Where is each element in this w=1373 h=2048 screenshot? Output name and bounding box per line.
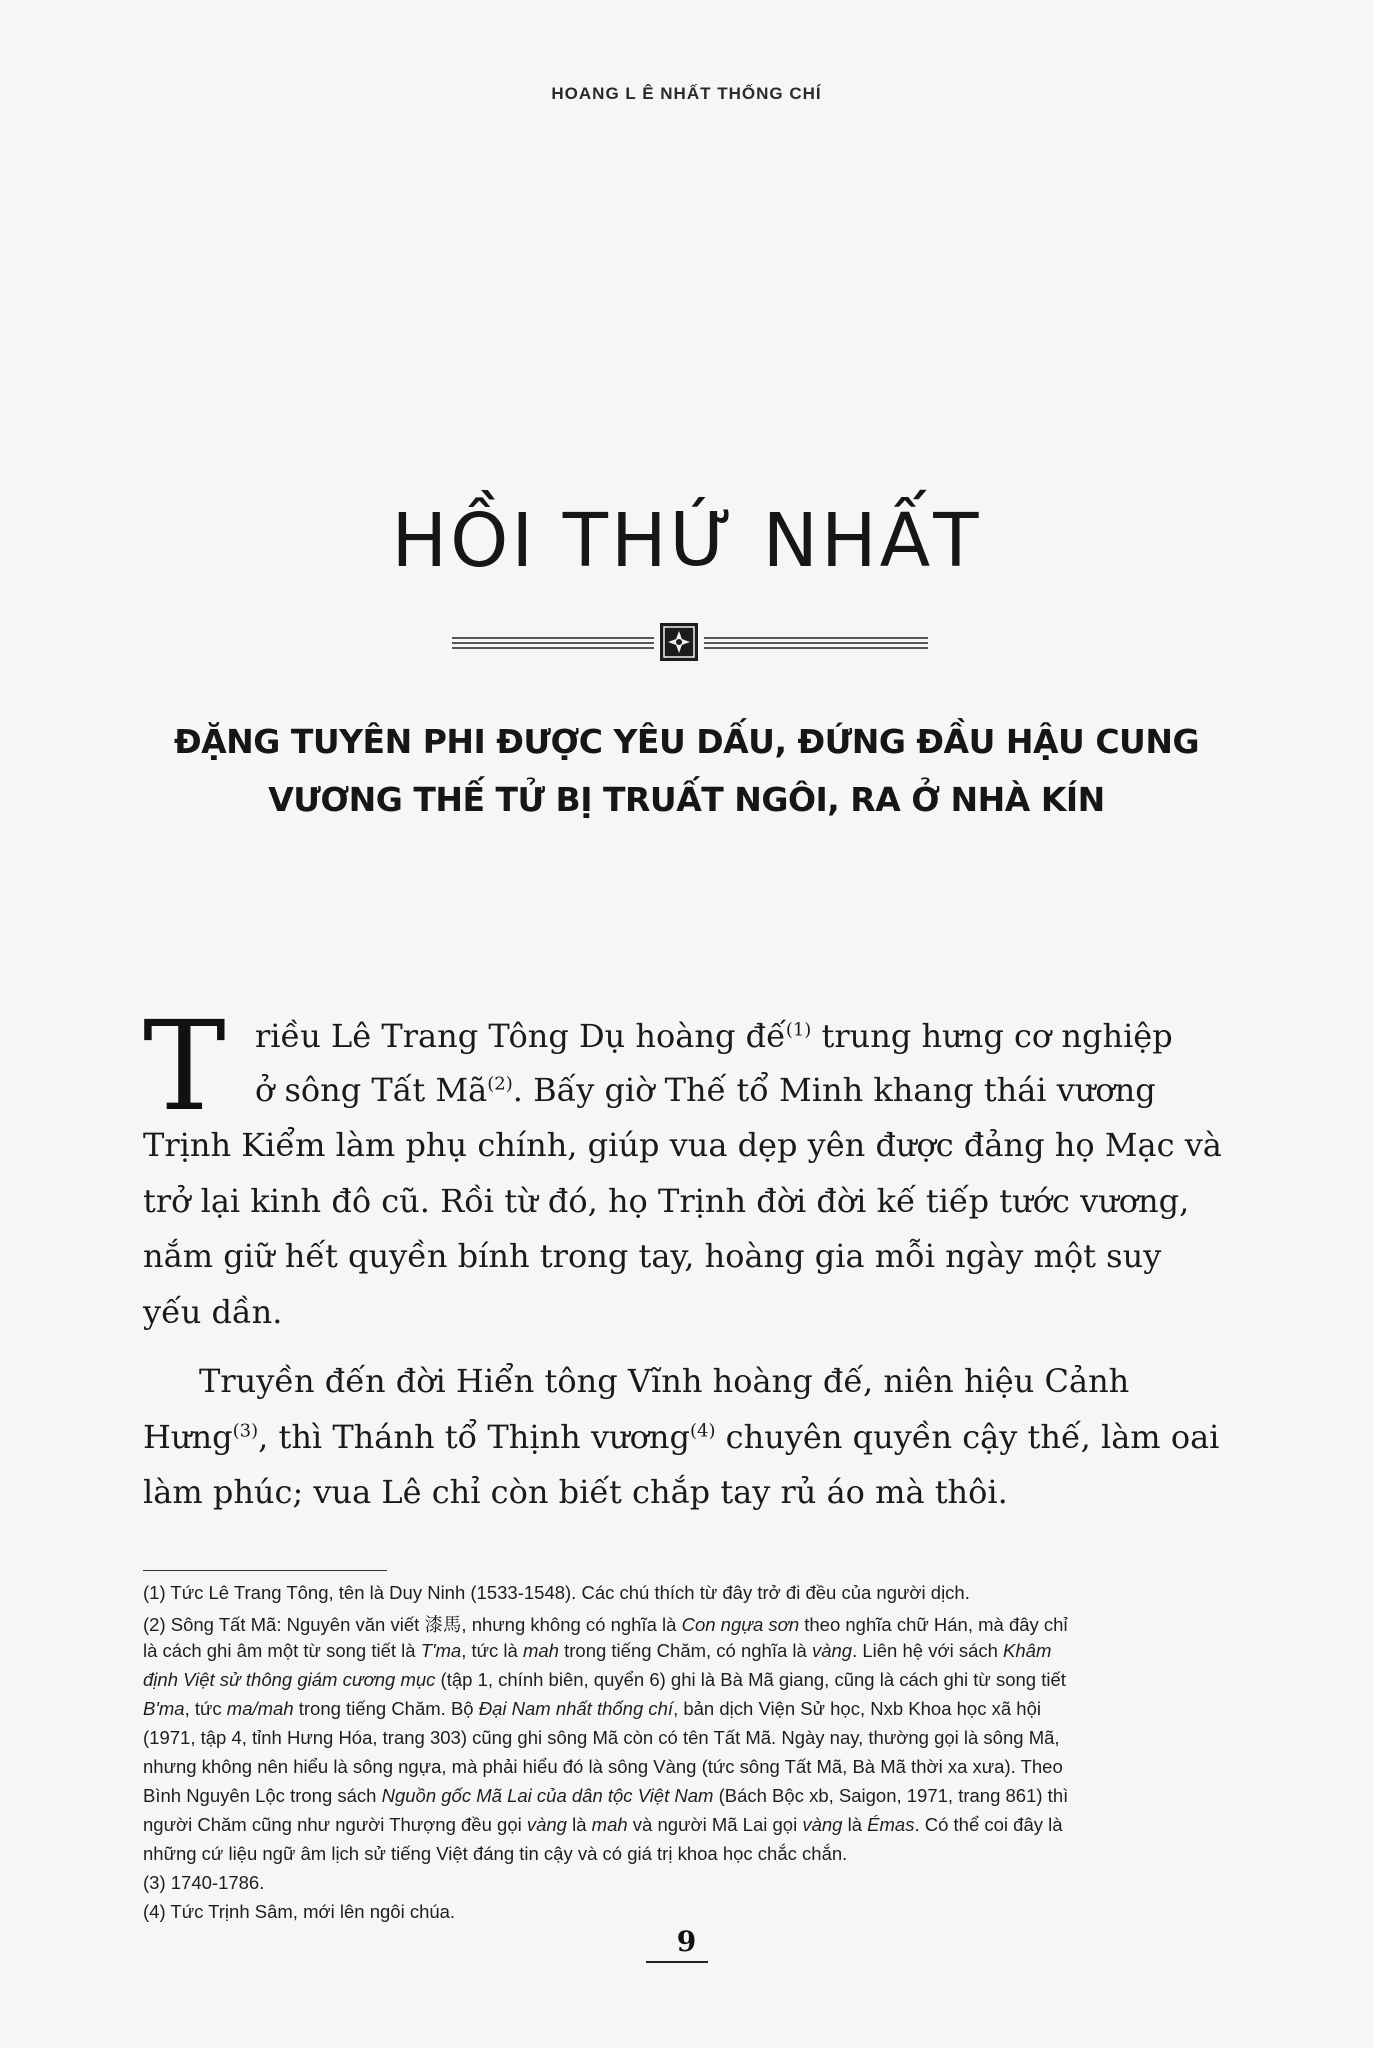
footnote-2-line-9: những cứ liệu ngữ âm lịch sử tiếng Việt đáng tin cậy và có giá trị khoa học chắc chắn. [143, 1843, 848, 1864]
paragraph-2-line-3: làm phúc; vua Lê chỉ còn biết chắp tay rủ áo mà thôi. [143, 1473, 1008, 1511]
chapter-subtitle-line-2: VƯƠNG THẾ TỬ BỊ TRUẤT NGÔI, RA Ở NHÀ KÍN [268, 780, 1105, 819]
footnote-ref-4: (4) [689, 1420, 716, 1442]
footnote-2-line-3: định Việt sử thông giám cương mục (tập 1, chính biên, quyển 6) ghi là Bà Mã giang, cũng là cách ghi từ song tiết [143, 1669, 1066, 1690]
paragraph-1-line-3: Trịnh Kiểm làm phụ chính, giúp vua dẹp yên được đảng họ Mạc và [143, 1126, 1222, 1164]
footnote-separator [143, 1570, 387, 1571]
paragraph-1-line-4: trở lại kinh đô cũ. Rồi từ đó, họ Trịnh đời đời kế tiếp tước vương, [143, 1182, 1190, 1220]
ornament-divider [448, 622, 932, 664]
page-number: 9 [676, 1925, 697, 1958]
footnote-2-line-8: người Chăm cũng như người Thượng đều gọi vàng là mah và người Mã Lai gọi vàng là Émas. Có thể coi đây là [143, 1814, 1063, 1835]
body-text [143, 995, 1222, 1525]
ornament-left-rule [452, 638, 654, 648]
footnote-ref-3: (3) [232, 1420, 259, 1442]
paragraph-1-line-2: ở sông Tất Mã$^{(2)}$. Bấy giờ Thế tổ Minh khang thái vương [255, 1071, 1156, 1109]
paragraph-2-line-1: Truyền đến đời Hiển tông Vĩnh hoàng đế, niên hiệu Cảnh [199, 1362, 1130, 1400]
footnote-ref-2: (2) [487, 1073, 513, 1095]
footnote-ref-1: (1) [785, 1019, 812, 1041]
footnote-4: (4) Tức Trịnh Sâm, mới lên ngôi chúa. [143, 1901, 456, 1922]
footnote-2-line-7: Bình Nguyên Lộc trong sách Nguồn gốc Mã Lai của dân tộc Việt Nam (Bách Bộc xb, Saigon, 1971, trang 861) thì [143, 1785, 1069, 1806]
paragraph-2-line-2: Hưng$^{(3)}$, thì Thánh tổ Thịnh vương$^{(4)}$ chuyên quyền cậy thế, làm oai [143, 1418, 1220, 1456]
footnote-2-line-2: là cách ghi âm một từ song tiết là T'ma, tức là mah trong tiếng Chăm, có nghĩa là vàng. Liên hệ với sách Khâm [143, 1640, 1052, 1661]
paragraph-1-line-5: nắm giữ hết quyền bính trong tay, hoàng gia mỗi ngày một suy [143, 1237, 1162, 1275]
footnote-2-line-4: B'ma, tức ma/mah trong tiếng Chăm. Bộ Đại Nam nhất thống chí, bản dịch Viện Sử học, Nxb Khoa học xã hội [143, 1698, 1041, 1719]
drop-cap: T [143, 995, 226, 1139]
paragraph-1-line-1: riều Lê Trang Tông Dụ hoàng đế$^{(1)}$ trung hưng cơ nghiệp [255, 1017, 1173, 1055]
footnote-2-line-5: (1971, tập 4, tỉnh Hưng Hóa, trang 303) cũng ghi sông Mã còn có tên Tất Mã. Ngày nay, thường gọi là sông Mã, [143, 1727, 1060, 1748]
footnote-3: (3) 1740-1786. [143, 1872, 265, 1893]
footnote-1: (1) Tức Lê Trang Tông, tên là Duy Ninh (1533-1548). Các chú thích từ đây trở đi đều của người dịch. [143, 1582, 970, 1603]
footnote-2-line-6: nhưng không nên hiểu là sông ngựa, mà phải hiểu đó là sông Vàng (tức sông Tất Mã, Bà Mã thời xa xưa). Theo [143, 1756, 1063, 1777]
paragraph-1-line-6: yếu dần. [143, 1293, 283, 1331]
chapter-title: HỒI THỨ NHẤT [391, 498, 982, 584]
footnote-2-line-1: (2) Sông Tất Mã: Nguyên văn viết 漆馬, nhưng không có nghĩa là Con ngựa sơn theo nghĩa chữ Hán, mà đây chỉ [143, 1614, 1068, 1635]
ornament-center-tile [660, 623, 698, 661]
chapter-subtitle-line-1: ĐẶNG TUYÊN PHI ĐƯỢC YÊU DẤU, ĐỨNG ĐẦU HẬU CUNG [173, 722, 1200, 761]
running-head: HOANG L Ê NHẤT THỐNG CHÍ [551, 84, 822, 103]
footnotes [143, 1582, 1221, 1930]
ornament-right-rule [704, 638, 928, 648]
page-number-underline [646, 1961, 708, 1963]
